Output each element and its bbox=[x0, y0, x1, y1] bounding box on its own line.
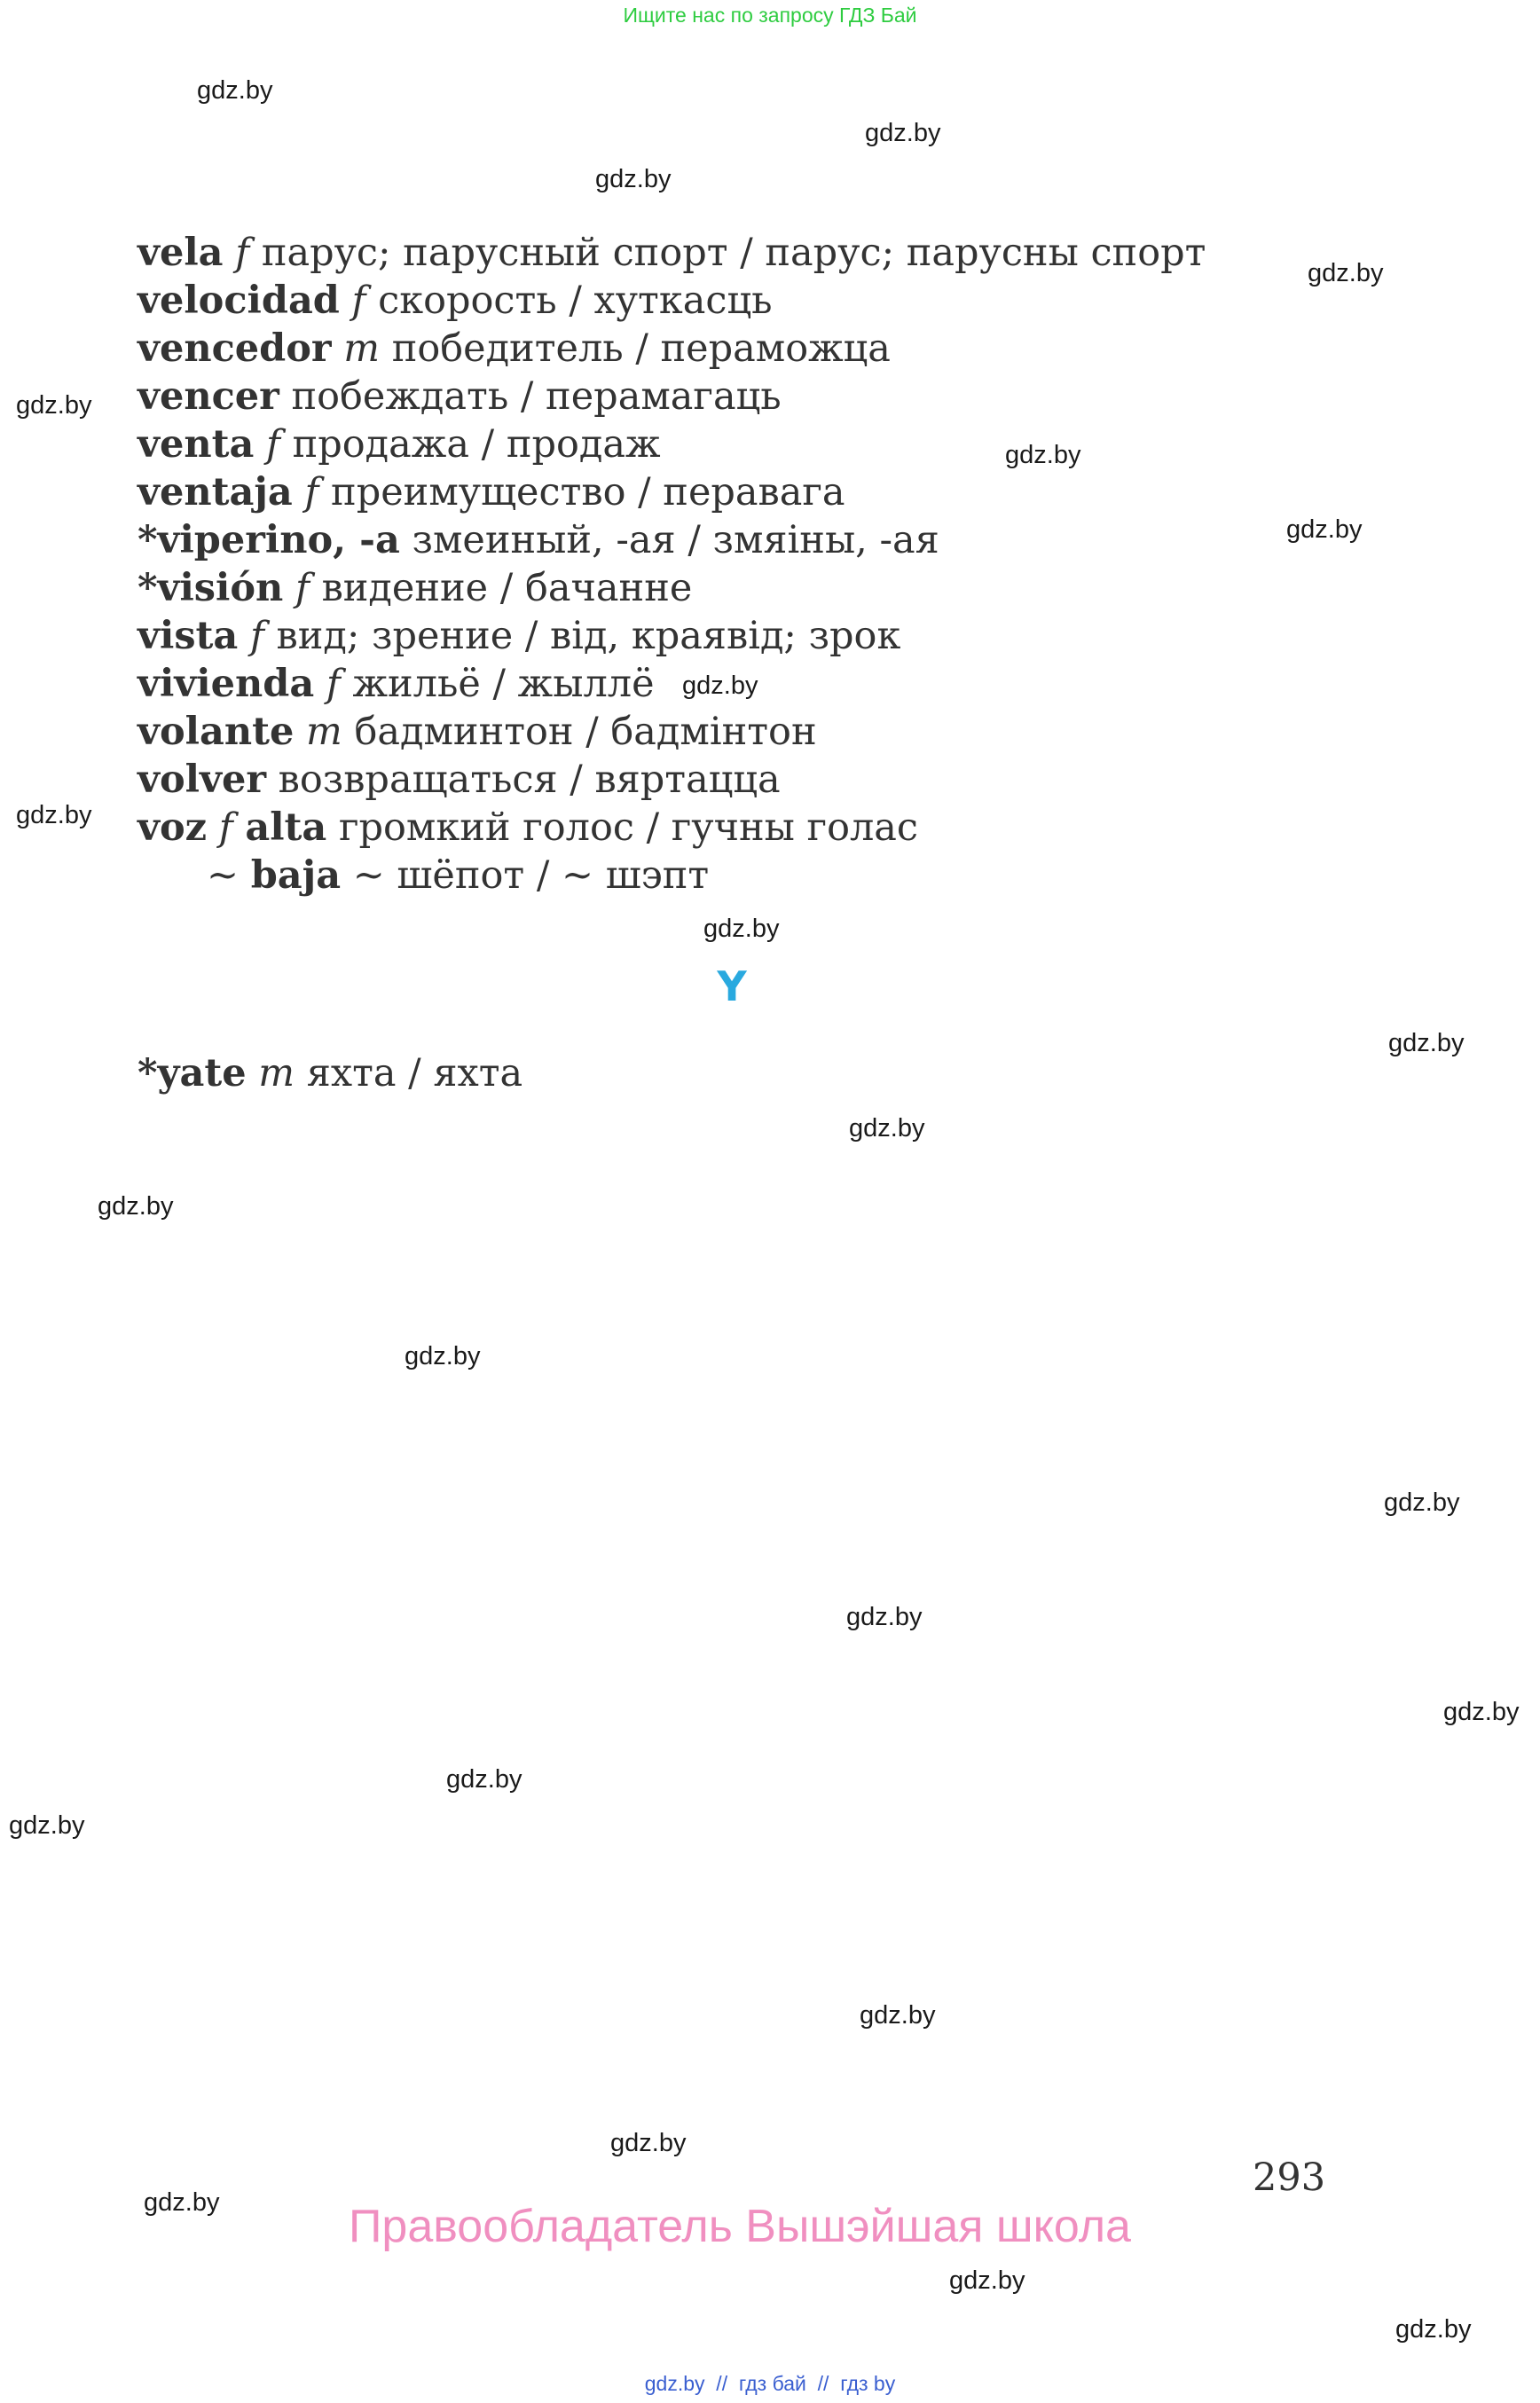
dictionary-entry bbox=[138, 708, 1206, 756]
section-letter: Y bbox=[717, 962, 747, 1010]
dictionary-entries-v bbox=[138, 229, 1206, 899]
page-number: 293 bbox=[1253, 2156, 1326, 2200]
entry-grammar: f bbox=[235, 231, 250, 275]
entry-grammar: m bbox=[258, 1051, 295, 1095]
dictionary-entry bbox=[138, 373, 1206, 420]
watermark: gdz.by bbox=[98, 1192, 174, 1221]
dictionary-entry bbox=[138, 420, 1206, 468]
dictionary-entry bbox=[138, 660, 1206, 708]
watermark: gdz.by bbox=[446, 1765, 522, 1794]
watermark: gdz.by bbox=[703, 915, 780, 943]
watermark: gdz.by bbox=[1286, 515, 1363, 544]
watermark: gdz.by bbox=[16, 801, 92, 829]
entry-translation: продажа / продаж bbox=[292, 422, 661, 467]
entry-grammar: f bbox=[304, 470, 319, 514]
entry-translation: видение / бачанне bbox=[321, 566, 693, 610]
watermark: gdz.by bbox=[405, 1342, 481, 1370]
entry-translation: преимущество / перавага bbox=[331, 470, 845, 514]
dictionary-entry bbox=[138, 516, 1206, 564]
watermark: gdz.by bbox=[1443, 1698, 1520, 1726]
entry-headword: ventaja bbox=[138, 470, 293, 514]
dictionary-subentry bbox=[138, 852, 1206, 899]
top-search-note: Ищите нас по запросу ГДЗ Бай bbox=[623, 4, 917, 27]
watermark: gdz.by bbox=[949, 2266, 1025, 2295]
entry-grammar: m bbox=[343, 326, 381, 371]
entry-translation: парус; парусный спорт / парус; парусны спорт bbox=[261, 231, 1206, 275]
watermark: gdz.by bbox=[1388, 1029, 1465, 1057]
dictionary-entries-y bbox=[138, 1049, 522, 1097]
entry-headword: *visión bbox=[138, 566, 284, 610]
watermark: gdz.by bbox=[16, 391, 92, 420]
entry-headword: vencedor bbox=[138, 326, 332, 371]
dictionary-entry bbox=[138, 229, 1206, 277]
watermark: gdz.by bbox=[1308, 259, 1384, 287]
watermark: gdz.by bbox=[849, 1114, 925, 1143]
entry-translation: возвращаться / вяртацца bbox=[278, 758, 781, 802]
entry-headword: vencer bbox=[138, 374, 279, 419]
dictionary-entry bbox=[138, 564, 1206, 612]
entry-headword: volante bbox=[138, 710, 295, 754]
watermark: gdz.by bbox=[144, 2188, 220, 2217]
watermark: gdz.by bbox=[9, 1811, 85, 1840]
entry-grammar: f bbox=[326, 662, 341, 706]
entry-grammar: f bbox=[351, 279, 366, 323]
watermark: gdz.by bbox=[1395, 2315, 1472, 2344]
entry-headword: velocidad bbox=[138, 279, 340, 323]
entry-headword: venta bbox=[138, 422, 255, 467]
entry-headword: baja bbox=[250, 853, 342, 898]
watermark: gdz.by bbox=[865, 119, 941, 147]
entry-translation: громкий голос / гучны голас bbox=[338, 805, 918, 850]
entry-translation: скорость / хуткасць bbox=[378, 279, 773, 323]
entry-grammar: f bbox=[249, 614, 264, 658]
watermark: gdz.by bbox=[682, 671, 758, 700]
copyright-notice: Правообладатель Вышэйшая школа bbox=[349, 2201, 1131, 2252]
entry-grammar: f bbox=[266, 422, 280, 467]
entry-translation: яхта / яхта bbox=[306, 1051, 523, 1095]
dictionary-entry bbox=[138, 325, 1206, 373]
watermark: gdz.by bbox=[846, 1603, 923, 1631]
entry-headword: vivienda bbox=[138, 662, 315, 706]
entry-headword: vela bbox=[138, 231, 224, 275]
entry-translation: побеждать / перамагаць bbox=[291, 374, 782, 419]
dictionary-entry bbox=[138, 612, 1206, 660]
entry-headword: vista bbox=[138, 614, 239, 658]
entry-headword: volver bbox=[138, 758, 266, 802]
entry-headword-phrase: alta bbox=[245, 805, 327, 850]
footer-links[interactable]: gdz.by // гдз бай // гдз by bbox=[644, 2372, 896, 2395]
watermark: gdz.by bbox=[595, 165, 672, 193]
dictionary-entry bbox=[138, 804, 1206, 852]
entry-grammar: f bbox=[218, 805, 233, 850]
entry-translation: ~ шёпот / ~ шэпт bbox=[352, 853, 710, 898]
dictionary-entry bbox=[138, 1049, 522, 1097]
entry-translation: вид; зрение / від, краявід; зрок bbox=[276, 614, 901, 658]
watermark: gdz.by bbox=[860, 2001, 936, 2030]
entry-translation: змеиный, -ая / змяіны, -ая bbox=[412, 518, 939, 562]
entry-grammar: m bbox=[306, 710, 342, 754]
watermark: gdz.by bbox=[1005, 441, 1081, 469]
entry-headword: *yate bbox=[138, 1051, 247, 1095]
dictionary-entry bbox=[138, 468, 1206, 516]
entry-headword: *viperino, -a bbox=[138, 518, 400, 562]
entry-headword: voz bbox=[138, 805, 208, 850]
watermark: gdz.by bbox=[1384, 1488, 1460, 1517]
watermark: gdz.by bbox=[197, 76, 273, 105]
watermark: gdz.by bbox=[610, 2129, 687, 2157]
entry-grammar: f bbox=[295, 566, 310, 610]
dictionary-entry bbox=[138, 756, 1206, 804]
entry-translation: жильё / жыллё bbox=[352, 662, 655, 706]
entry-translation: победитель / пераможца bbox=[391, 326, 891, 371]
entry-tilde: ~ bbox=[207, 853, 240, 898]
entry-translation: бадминтон / бадмінтон bbox=[354, 710, 817, 754]
dictionary-entry bbox=[138, 277, 1206, 325]
